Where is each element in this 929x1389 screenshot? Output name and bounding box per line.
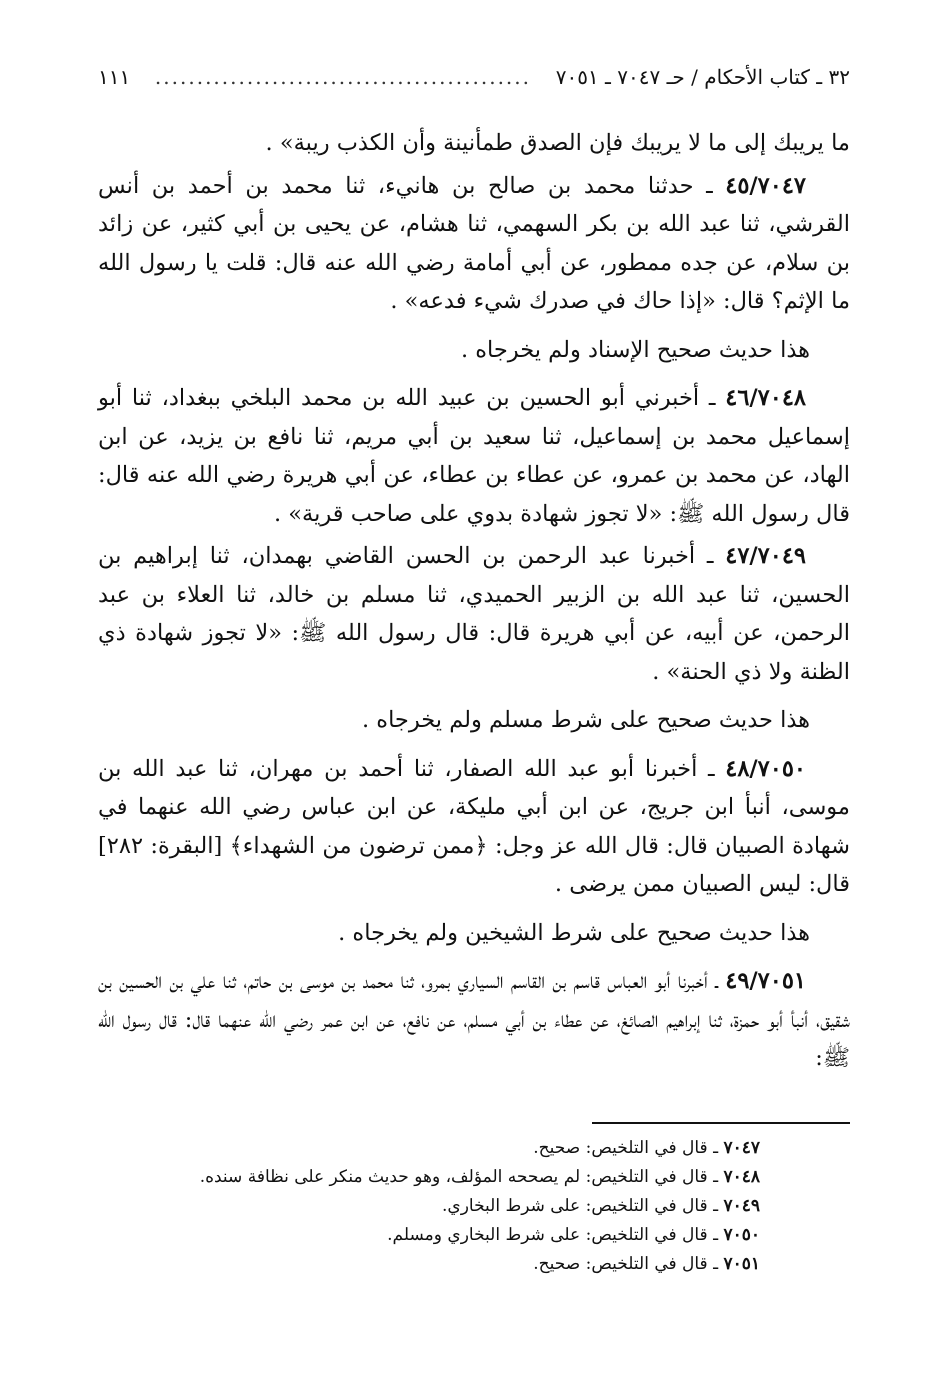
hadith-paragraph xyxy=(98,750,850,904)
footnote xyxy=(98,1192,760,1221)
footnotes xyxy=(98,1134,850,1279)
grading-note xyxy=(98,701,850,740)
main-text xyxy=(98,124,850,1078)
footnote-number: ٧٠٤٨ xyxy=(723,1166,760,1187)
footnote-divider xyxy=(592,1122,850,1124)
hadith-number: ٤٦/٧٠٤٨ xyxy=(725,385,806,411)
paragraph-text: ـ أخبرني أبو الحسين بن عبيد الله بن محمد البلخي ببغداد، ثنا أبو إسماعيل محمد بن إسماعيل، ثنا سعيد بن أبي مريم، ثنا نافع بن يزيد، عن ابن الهاد، عن محمد بن عمرو، عن عطاء بن عطاء، عن أبي هريرة رضي الله عنه قال: قال رسول الله ﷺ: «لا تجوز شهادة بدوي على صاحب قرية» . xyxy=(98,385,850,527)
hadith-number: ٤٧/٧٠٤٩ xyxy=(725,543,806,569)
paragraph-text: ـ أخبرنا أبو عبد الله الصفار، ثنا أحمد بن مهران، ثنا عبد الله بن موسى، أنبأ ابن جريج، عن ابن أبي مليكة، عن ابن عباس رضي الله عنهما في شهادة الصبيان قال: قال الله عز وجل: ﴿ممن ترضون من الشهداء﴾ [البقرة: ٢٨٢] قال: ليس الصبيان ممن يرضى . xyxy=(98,755,850,897)
footnote xyxy=(98,1250,760,1279)
paragraph-text: ـ حدثنا محمد بن صالح بن هانيء، ثنا محمد بن أحمد بن أنس القرشي، ثنا عبد الله بن بكر السهمي، ثنا هشام، عن يحيى بن أبي كثير، عن زائد بن سلام، عن جده ممطور، عن أبي أمامة رضي الله عنه قال: قلت يا رسول الله ما الإثم؟ قال: «إذا حاك في صدرك شيء فدعه» . xyxy=(98,172,850,314)
footnote xyxy=(98,1163,760,1192)
footnote-number: ٧٠٥٠ xyxy=(723,1224,760,1245)
hadith-paragraph xyxy=(98,379,850,533)
hadith-number: ٤٨/٧٠٥٠ xyxy=(725,755,806,782)
book-page xyxy=(98,62,850,1279)
footnote-text: ـ قال في التلخيص: صحيح. xyxy=(533,1137,724,1158)
paragraph-text: ما يريبك إلى ما لا يريبك فإن الصدق طمأنينة وأن الكذب ريبة» . xyxy=(265,130,850,156)
hadith-paragraph xyxy=(98,537,850,691)
footnote-text: ـ قال في التلخيص: على شرط البخاري. xyxy=(441,1195,724,1216)
leader-dots: ............................................. xyxy=(154,65,532,89)
hadith-number: ٤٩/٧٠٥١ xyxy=(725,968,806,994)
paragraph-text: هذا حديث صحيح الإسناد ولم يخرجاه . xyxy=(460,336,810,363)
paragraph-text: ـ أخبرنا أبو العباس قاسم بن القاسم السياري بمرو، ثنا محمد بن موسى بن حاتم، ثنا علي بن الحسين بن شقيق، أنبأ أبو حمزة، ثنا إبراهيم الصائغ، عن عطاء بن أبي مسلم، عن نافع، عن ابن عمر رضي الله عنهما قال: قال رسول الله ﷺ: xyxy=(98,968,850,1071)
running-header xyxy=(98,62,850,96)
paragraph-continuation xyxy=(98,124,850,163)
footnote-text: ـ قال في التلخيص: لم يصححه المؤلف، وهو حديث منكر على نظافة سنده. xyxy=(199,1166,724,1187)
paragraph-text: هذا حديث صحيح على شرط الشيخين ولم يخرجاه . xyxy=(338,919,810,946)
paragraph-text: ـ أخبرنا عبد الرحمن بن الحسن القاضي بهمدان، ثنا إبراهيم بن الحسين، ثنا عبد الله بن الزبير الحميدي، ثنا مسلم بن خالد، ثنا العلاء بن عبد الرحمن، عن أبيه، عن أبي هريرة قال: قال رسول الله ﷺ: «لا تجوز شهادة ذي الظنة ولا ذي الحنة» . xyxy=(98,543,850,685)
grading-note xyxy=(98,331,850,370)
footnote-number: ٧٠٤٩ xyxy=(723,1195,760,1216)
grading-note xyxy=(98,914,850,953)
footnote-number: ٧٠٥١ xyxy=(723,1253,760,1274)
footnote xyxy=(98,1134,760,1163)
footnote xyxy=(98,1221,760,1250)
hadith-paragraph xyxy=(98,167,850,321)
footnote-text: ـ قال في التلخيص: صحيح. xyxy=(533,1253,724,1274)
paragraph-text: هذا حديث صحيح على شرط مسلم ولم يخرجاه . xyxy=(361,707,810,733)
hadith-number: ٤٥/٧٠٤٧ xyxy=(725,172,806,199)
chapter-title: ٣٢ ـ كتاب الأحكام / حـ ٧٠٤٧ ـ ٧٠٥١ xyxy=(555,65,850,89)
page-number: ١١١ xyxy=(98,65,131,89)
hadith-paragraph xyxy=(98,962,850,1078)
footnote-number: ٧٠٤٧ xyxy=(723,1137,760,1158)
footnote-text: ـ قال في التلخيص: على شرط البخاري ومسلم. xyxy=(387,1224,724,1245)
